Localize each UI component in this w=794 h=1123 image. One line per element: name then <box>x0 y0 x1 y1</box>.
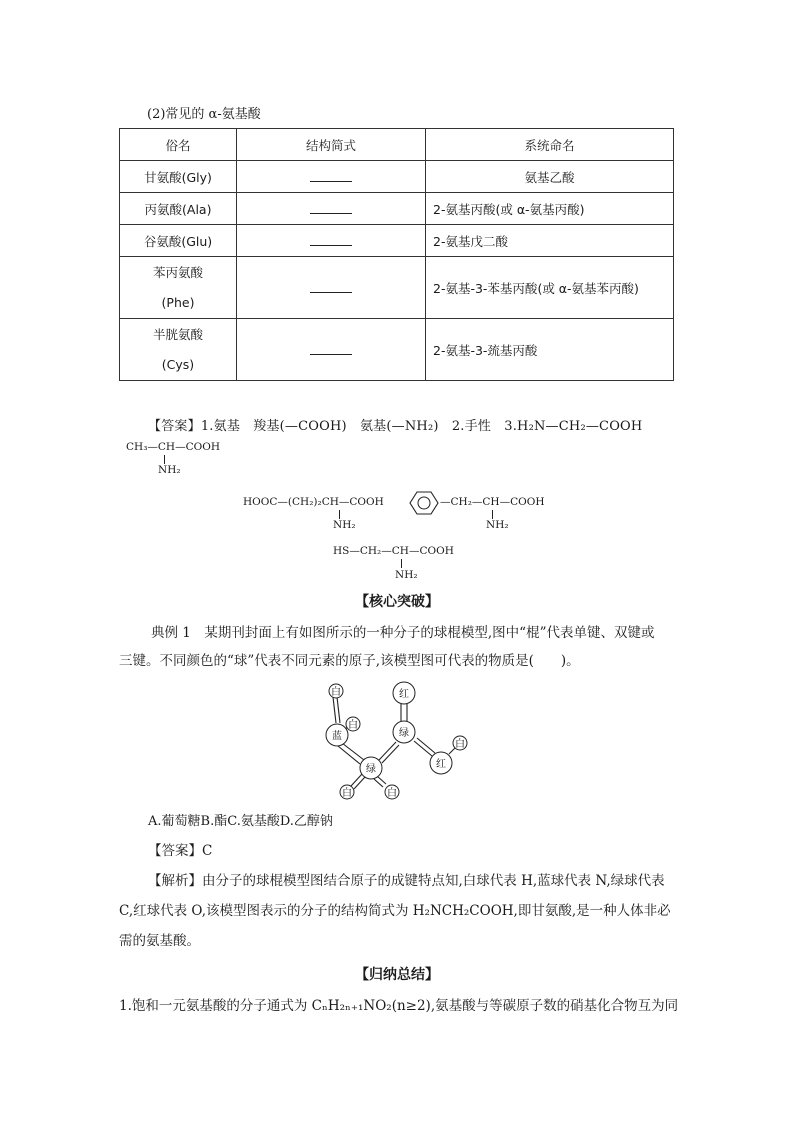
common-name <box>120 319 237 381</box>
core-breakthrough-title: 【核心突破】 <box>355 594 439 610</box>
answer-text: 1.氨基 羧基(—COOH) 氨基(—NH₂) 2.手性 3.H₂N—CH₂—COOH <box>200 419 643 434</box>
section-title: (2)常见的 α-氨基酸 <box>147 107 261 122</box>
common-name-abbr: (Cys) <box>161 356 195 372</box>
table-row <box>120 161 674 193</box>
example-line-2: 三键。不同颜色的“球”代表不同元素的原子,该模型图可代表的物质是( )。 <box>119 653 580 669</box>
atom-label-white: 白 <box>331 687 341 698</box>
common-name: 谷氨酸(Glu) <box>120 225 237 257</box>
analysis-text: 由分子的球棍模型图结合原子的成键特点知,白球代表 H,蓝球代表 N,绿球代表 <box>202 873 665 889</box>
alanine-formula: CH₃—CH—COOH <box>126 441 220 453</box>
atom-label-green: 绿 <box>366 764 376 775</box>
system-name: 2-氨基丙酸(或 α-氨基丙酸) <box>426 193 674 225</box>
phenylalanine-nh2: NH₂ <box>486 519 509 531</box>
glutamic-nh2: NH₂ <box>333 519 356 531</box>
answer-label: 【答案】 <box>148 419 201 434</box>
atom-label-white: 白 <box>387 788 397 799</box>
system-name: 2-氨基-3-巯基丙酸 <box>426 319 674 381</box>
answer-options: A.葡萄糖B.酯C.氨基酸D.乙醇钠 <box>148 814 333 829</box>
atom-label-white: 白 <box>342 788 352 799</box>
answer-label: 【答案】 <box>148 843 202 859</box>
summary-line-1: 1.饱和一元氨基酸的分子通式为 CₙH₂ₙ₊₁NO₂(n≥2),氨基酸与等碳原子数的硝基化合物互为同 <box>119 998 679 1014</box>
answer-value: C <box>202 843 213 859</box>
analysis-line-1 <box>148 868 665 895</box>
ball-stick-model <box>310 680 480 805</box>
atom-label-red: 红 <box>436 759 446 770</box>
table-row <box>120 257 674 319</box>
benzene-ring-icon <box>409 490 439 516</box>
table-header-row <box>120 129 674 161</box>
common-name <box>120 257 237 319</box>
common-name: 甘氨酸(Gly) <box>120 161 237 193</box>
system-name: 氨基乙酸 <box>426 161 674 193</box>
system-name: 2-氨基-3-苯基丙酸(或 α-氨基苯丙酸) <box>426 257 674 319</box>
bond-line <box>339 510 340 519</box>
common-name-abbr: (Phe) <box>161 294 195 310</box>
phenylalanine-formula: —CH₂—CH—COOH <box>440 496 545 508</box>
common-name-zh: 苯丙氨酸 <box>152 264 203 280</box>
structure-blank <box>237 257 426 319</box>
atom-label-white: 白 <box>455 739 465 750</box>
bond-line <box>492 510 493 519</box>
glutamic-formula: HOOC—(CH₂)₂CH—COOH <box>243 496 384 508</box>
table-row <box>120 225 674 257</box>
analysis-label: 【解析】 <box>148 873 202 889</box>
example-line-1: 典例 1 某期刊封面上有如图所示的一种分子的球棍模型,图中“棍”代表单键、双键或 <box>151 625 655 641</box>
atom-label-white: 白 <box>348 720 358 731</box>
structure-blank <box>237 225 426 257</box>
answer-2 <box>148 838 212 865</box>
analysis-line-3: 需的氨基酸。 <box>119 933 200 949</box>
structure-blank <box>237 193 426 225</box>
atom-label-blue: 蓝 <box>332 731 342 742</box>
common-name-zh: 半胱氨酸 <box>152 326 203 342</box>
table-row <box>120 319 674 381</box>
common-name: 丙氨酸(Ala) <box>120 193 237 225</box>
bond-line <box>401 559 402 568</box>
col-structure: 结构简式 <box>237 129 426 161</box>
cysteine-formula: HS—CH₂—CH—COOH <box>333 545 454 557</box>
system-name: 2-氨基戊二酸 <box>426 225 674 257</box>
col-system-name: 系统命名 <box>426 129 674 161</box>
bond-line <box>164 455 165 464</box>
table-row <box>120 193 674 225</box>
atom-label-red: 红 <box>399 689 409 700</box>
atom-label-green: 绿 <box>399 728 409 739</box>
col-common-name: 俗名 <box>120 129 237 161</box>
structure-blank <box>237 161 426 193</box>
cysteine-nh2: NH₂ <box>395 569 418 581</box>
summary-title: 【归纳总结】 <box>355 967 439 983</box>
analysis-line-2: C,红球代表 O,该模型图表示的分子的结构简式为 H₂NCH₂COOH,即甘氨酸,是一种人体非必 <box>119 903 671 919</box>
amino-acid-table <box>119 128 674 381</box>
structure-blank <box>237 319 426 381</box>
alanine-nh2: NH₂ <box>158 464 181 476</box>
answer-line <box>148 415 642 434</box>
